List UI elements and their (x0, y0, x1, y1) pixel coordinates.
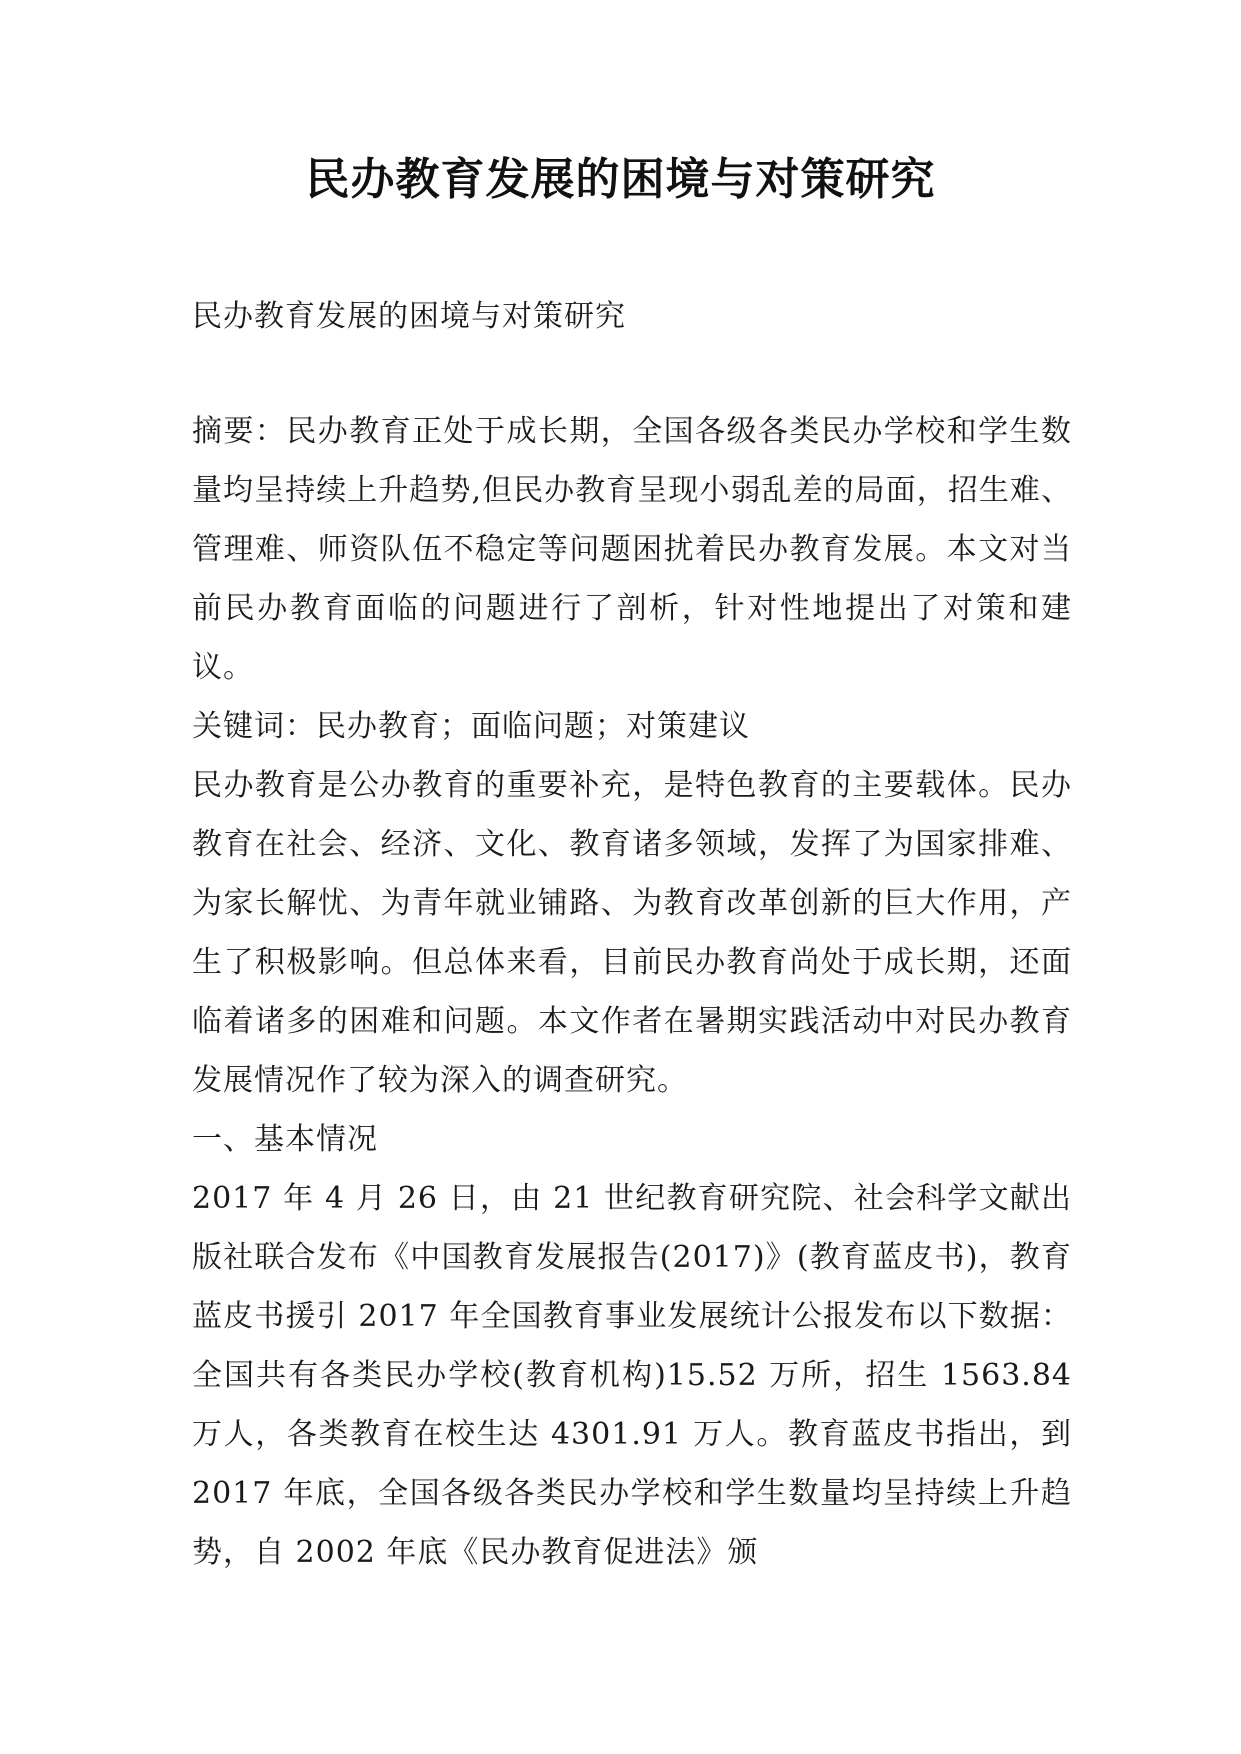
document-body (192, 402, 1072, 1582)
section-heading: 一、基本情况 (192, 1122, 378, 1157)
keywords-paragraph: 关键词：民办教育；面临问题；对策建议 (192, 709, 750, 744)
document-title: 民办教育发展的困境与对策研究 (305, 154, 936, 205)
document-subtitle: 民办教育发展的困境与对策研究 (192, 299, 626, 334)
section-paragraph: 2017 年 4 月 26 日，由 21 世纪教育研究院、社会科学文献出版社联合发布《中国教育发展报告(2017)》(教育蓝皮书)，教育蓝皮书援引 2017 年全国教育事业发展统计公报发布以下数据：全国共有各类民办学校(教育机构)15.52 万所，招生 1563.84 万人，各类教育在校生达 4301.91 万人。教育蓝皮书指出，到 2017 年底，全国各级各类民办学校和学生数量均呈持续上升趋势，自 2002 年底《民办教育促进法》颁 (192, 1181, 1072, 1570)
intro-paragraph: 民办教育是公办教育的重要补充，是特色教育的主要载体。民办教育在社会、经济、文化、教育诸多领域，发挥了为国家排难、为家长解忧、为青年就业铺路、为教育改革创新的巨大作用，产生了积极影响。但总体来看，目前民办教育尚处于成长期，还面临着诸多的困难和问题。本文作者在暑期实践活动中对民办教育发展情况作了较为深入的调查研究。 (192, 768, 1072, 1098)
abstract-paragraph: 摘要：民办教育正处于成长期，全国各级各类民办学校和学生数量均呈持续上升趋势,但民办教育呈现小弱乱差的局面，招生难、管理难、师资队伍不稳定等问题困扰着民办教育发展。本文对当前民办教育面临的问题进行了剖析，针对性地提出了对策和建议。 (192, 414, 1072, 685)
